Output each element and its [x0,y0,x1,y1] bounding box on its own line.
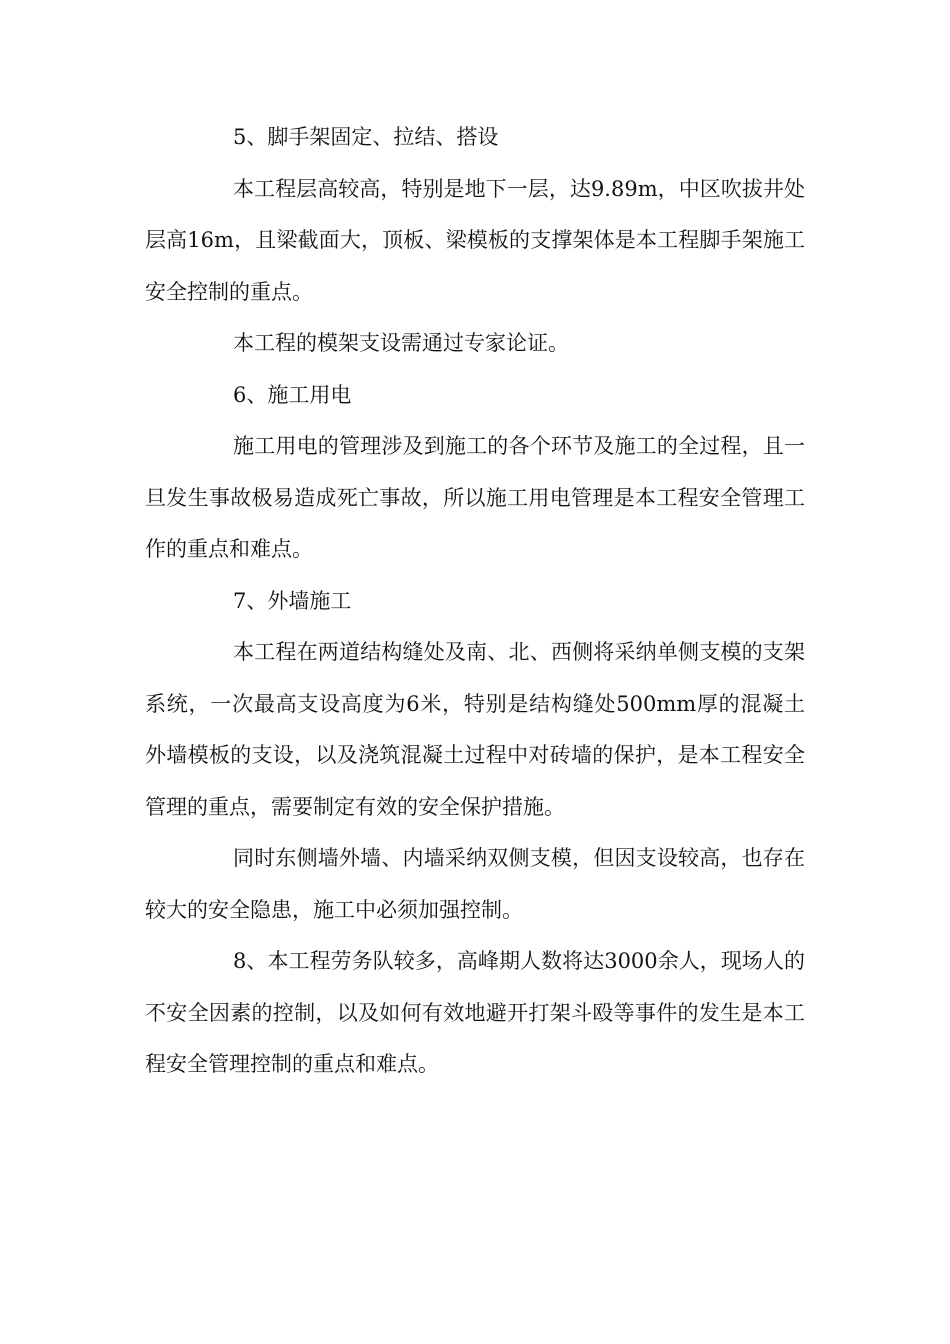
heading-exterior-wall: 7、外墙施工 [233,588,352,613]
document-body [145,112,805,1091]
heading-scaffold: 5、脚手架固定、拉结、搭设 [233,125,499,149]
paragraph-east-wall: 同时东侧墙外墙、内墙采纳双侧支模，但因支设较高，也存在较大的安全隐患，施工中必须加强控制。 [145,846,805,922]
paragraph-exterior-wall-formwork: 本工程在两道结构缝处及南、北、西侧将采纳单侧支模的支架系统，一次最高支设高度为6米，特别是结构缝处500mm厚的混凝土外墙模板的支设，以及浇筑混凝土过程中对砖墙的保护，是本工程安全管理的重点，需要制定有效的安全保护措施。 [145,640,805,819]
paragraph-expert-review: 本工程的模架支设需通过专家论证。 [233,331,569,355]
heading-construction-power: 6、施工用电 [233,382,352,407]
paragraph-labor-teams: 8、本工程劳务队较多，高峰期人数将达3000余人，现场人的不安全因素的控制，以及如何有效地避开打架斗殴等事件的发生是本工程安全管理控制的重点和难点。 [145,949,805,1076]
paragraph-scaffold-description: 本工程层高较高，特别是地下一层，达9.89m，中区吹拔井处层高16m，且梁截面大，顶板、梁模板的支撑架体是本工程脚手架施工安全控制的重点。 [145,176,805,304]
paragraph-construction-power: 施工用电的管理涉及到施工的各个环节及施工的全过程，且一旦发生事故极易造成死亡事故，所以施工用电管理是本工程安全管理工作的重点和难点。 [145,434,805,561]
